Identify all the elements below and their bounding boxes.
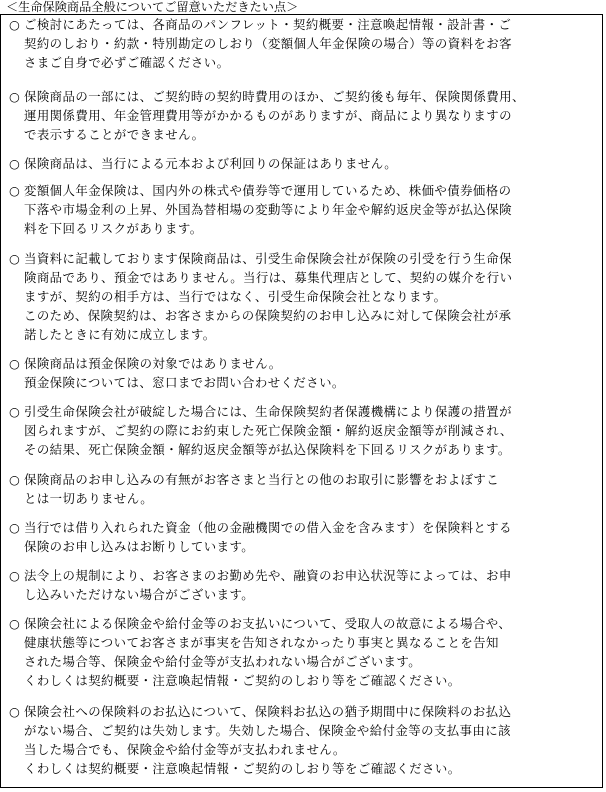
bullet-icon: ○ bbox=[9, 89, 21, 104]
notice-text: 図られますが、ご契約の際にお約束した死亡保険金額・解約返戻金額等が削減され、 bbox=[24, 423, 513, 438]
bullet-icon: ○ bbox=[9, 156, 21, 171]
bullet-icon: ○ bbox=[9, 404, 21, 419]
notice-text: 保険会社による保険金や給付金等のお支払いについて、受取人の故意による場合や、 bbox=[24, 616, 512, 631]
notice-text: 健康状態等についてお客さまが事実を告知されなかったり事実と異なることを告知 bbox=[24, 635, 499, 650]
notice-text: ますが、契約の相手方は、当行ではなく、引受生命保険会社となります。 bbox=[24, 289, 447, 304]
notice-item bbox=[9, 518, 599, 556]
notice-text: 保険商品は預金保険の対象ではありません。 bbox=[24, 356, 282, 371]
bullet-icon: ○ bbox=[9, 704, 21, 719]
notice-text: 変額個人年金保険は、国内外の株式や債券等で運用しているため、株価や債券価格の bbox=[24, 183, 512, 198]
notice-text: 運用関係費用、年金管理費用等がかかるものがありますが、商品により異なりますの bbox=[24, 108, 512, 123]
notice-text: 当資料に記載しております保険商品は、引受生命保険会社が保険の引受を行う生命保 bbox=[24, 251, 512, 266]
bullet-icon: ○ bbox=[9, 616, 21, 631]
notice-text: くわしくは契約概要・注意喚起情報・ご契約のしおり等をご確認ください。 bbox=[24, 673, 461, 688]
notice-text: 契約のしおり・約款・特別勘定のしおり（変額個人年金保険の場合）等の資料をお客 bbox=[24, 36, 512, 51]
bullet-icon: ○ bbox=[9, 356, 21, 371]
notice-item bbox=[9, 702, 599, 778]
notice-text: 保険商品の一部には、ご契約時の契約時費用のほか、ご契約後も毎年、保険関係費用、 bbox=[24, 89, 525, 104]
notice-text: 引受生命保険会社が破綻した場合には、生命保険契約者保護機構により保護の措置が bbox=[24, 404, 512, 419]
notice-text: とは一切ありません。 bbox=[24, 491, 154, 506]
page-title: ＜生命保険商品全般についてご留意いただきたい点＞ bbox=[6, 0, 299, 14]
notice-text: 保険会社への保険料のお払込について、保険料お払込の猶予期間中に保険料のお払込 bbox=[24, 704, 512, 719]
notice-item bbox=[9, 15, 599, 72]
bullet-icon: ○ bbox=[9, 520, 21, 535]
notice-item bbox=[9, 470, 599, 508]
notice-text: その結果、死亡保険金額・解約返戻金額等が払込保険料を下回るリスクがあります。 bbox=[24, 442, 511, 457]
notice-text: 預金保険については、窓口までお問い合わせください。 bbox=[24, 375, 345, 390]
notice-text: 当行では借り入れられた資金（他の金融機関での借入金を含みます）を保険料とする bbox=[24, 520, 512, 535]
bullet-icon: ○ bbox=[9, 472, 21, 487]
notice-text: 険商品であり、預金ではありません。当行は、募集代理店として、契約の媒介を行い bbox=[24, 270, 513, 285]
notice-text: 料を下回るリスクがあります。 bbox=[24, 221, 203, 236]
notice-item bbox=[9, 154, 599, 173]
notice-text: ご検討にあたっては、各商品のパンフレット・契約概要・注意喚起情報・設計書・ご bbox=[24, 17, 512, 32]
notice-text: がない場合、ご契約は失効します。失効した場合、保険金や給付金等の支払事由に該 bbox=[24, 723, 511, 738]
notice-item bbox=[9, 181, 599, 238]
notice-item bbox=[9, 249, 599, 344]
notice-box bbox=[0, 14, 603, 788]
notice-text: くわしくは契約概要・注意喚起情報・ご契約のしおり等をご確認ください。 bbox=[24, 761, 461, 776]
notice-item bbox=[9, 566, 599, 604]
notice-item bbox=[9, 87, 599, 144]
notice-text: 下落や市場金利の上昇、外国為替相場の変動等により年金や解約返戻金等が払込保険 bbox=[24, 202, 512, 217]
notice-text: された場合等、保険金や給付金等が支払われない場合がございます。 bbox=[24, 654, 422, 669]
notice-text: さまご自身で必ずご確認ください。 bbox=[24, 55, 230, 70]
bullet-icon: ○ bbox=[9, 251, 21, 266]
notice-text: 諾したときに有効に成立します。 bbox=[24, 327, 216, 342]
notice-text: 保険商品のお申し込みの有無がお客さまと当行との他のお取引に影響をおよぼすこ bbox=[24, 472, 500, 487]
notice-text: このため、保険契約は、お客さまからの保険契約のお申し込みに対して保険会社が承 bbox=[24, 308, 512, 323]
notice-text: 法令上の規制により、お客さまのお勤め先や、融資のお申込状況等によっては、お申 bbox=[24, 568, 512, 583]
notice-text: で表示することができません。 bbox=[24, 127, 205, 142]
notice-text: 保険のお申し込みはお断りしています。 bbox=[24, 539, 255, 554]
notice-item bbox=[9, 354, 599, 392]
bullet-icon: ○ bbox=[9, 17, 21, 32]
notice-text: 当した場合でも、保険金や給付金等が支払われません。 bbox=[24, 742, 346, 757]
bullet-icon: ○ bbox=[9, 183, 21, 198]
notice-item bbox=[9, 614, 599, 690]
notice-text: し込みいただけない場合がございます。 bbox=[24, 587, 255, 602]
notice-item bbox=[9, 402, 599, 459]
notice-text: 保険商品は、当行による元本および利回りの保証はありません。 bbox=[24, 156, 398, 171]
bullet-icon: ○ bbox=[9, 568, 21, 583]
